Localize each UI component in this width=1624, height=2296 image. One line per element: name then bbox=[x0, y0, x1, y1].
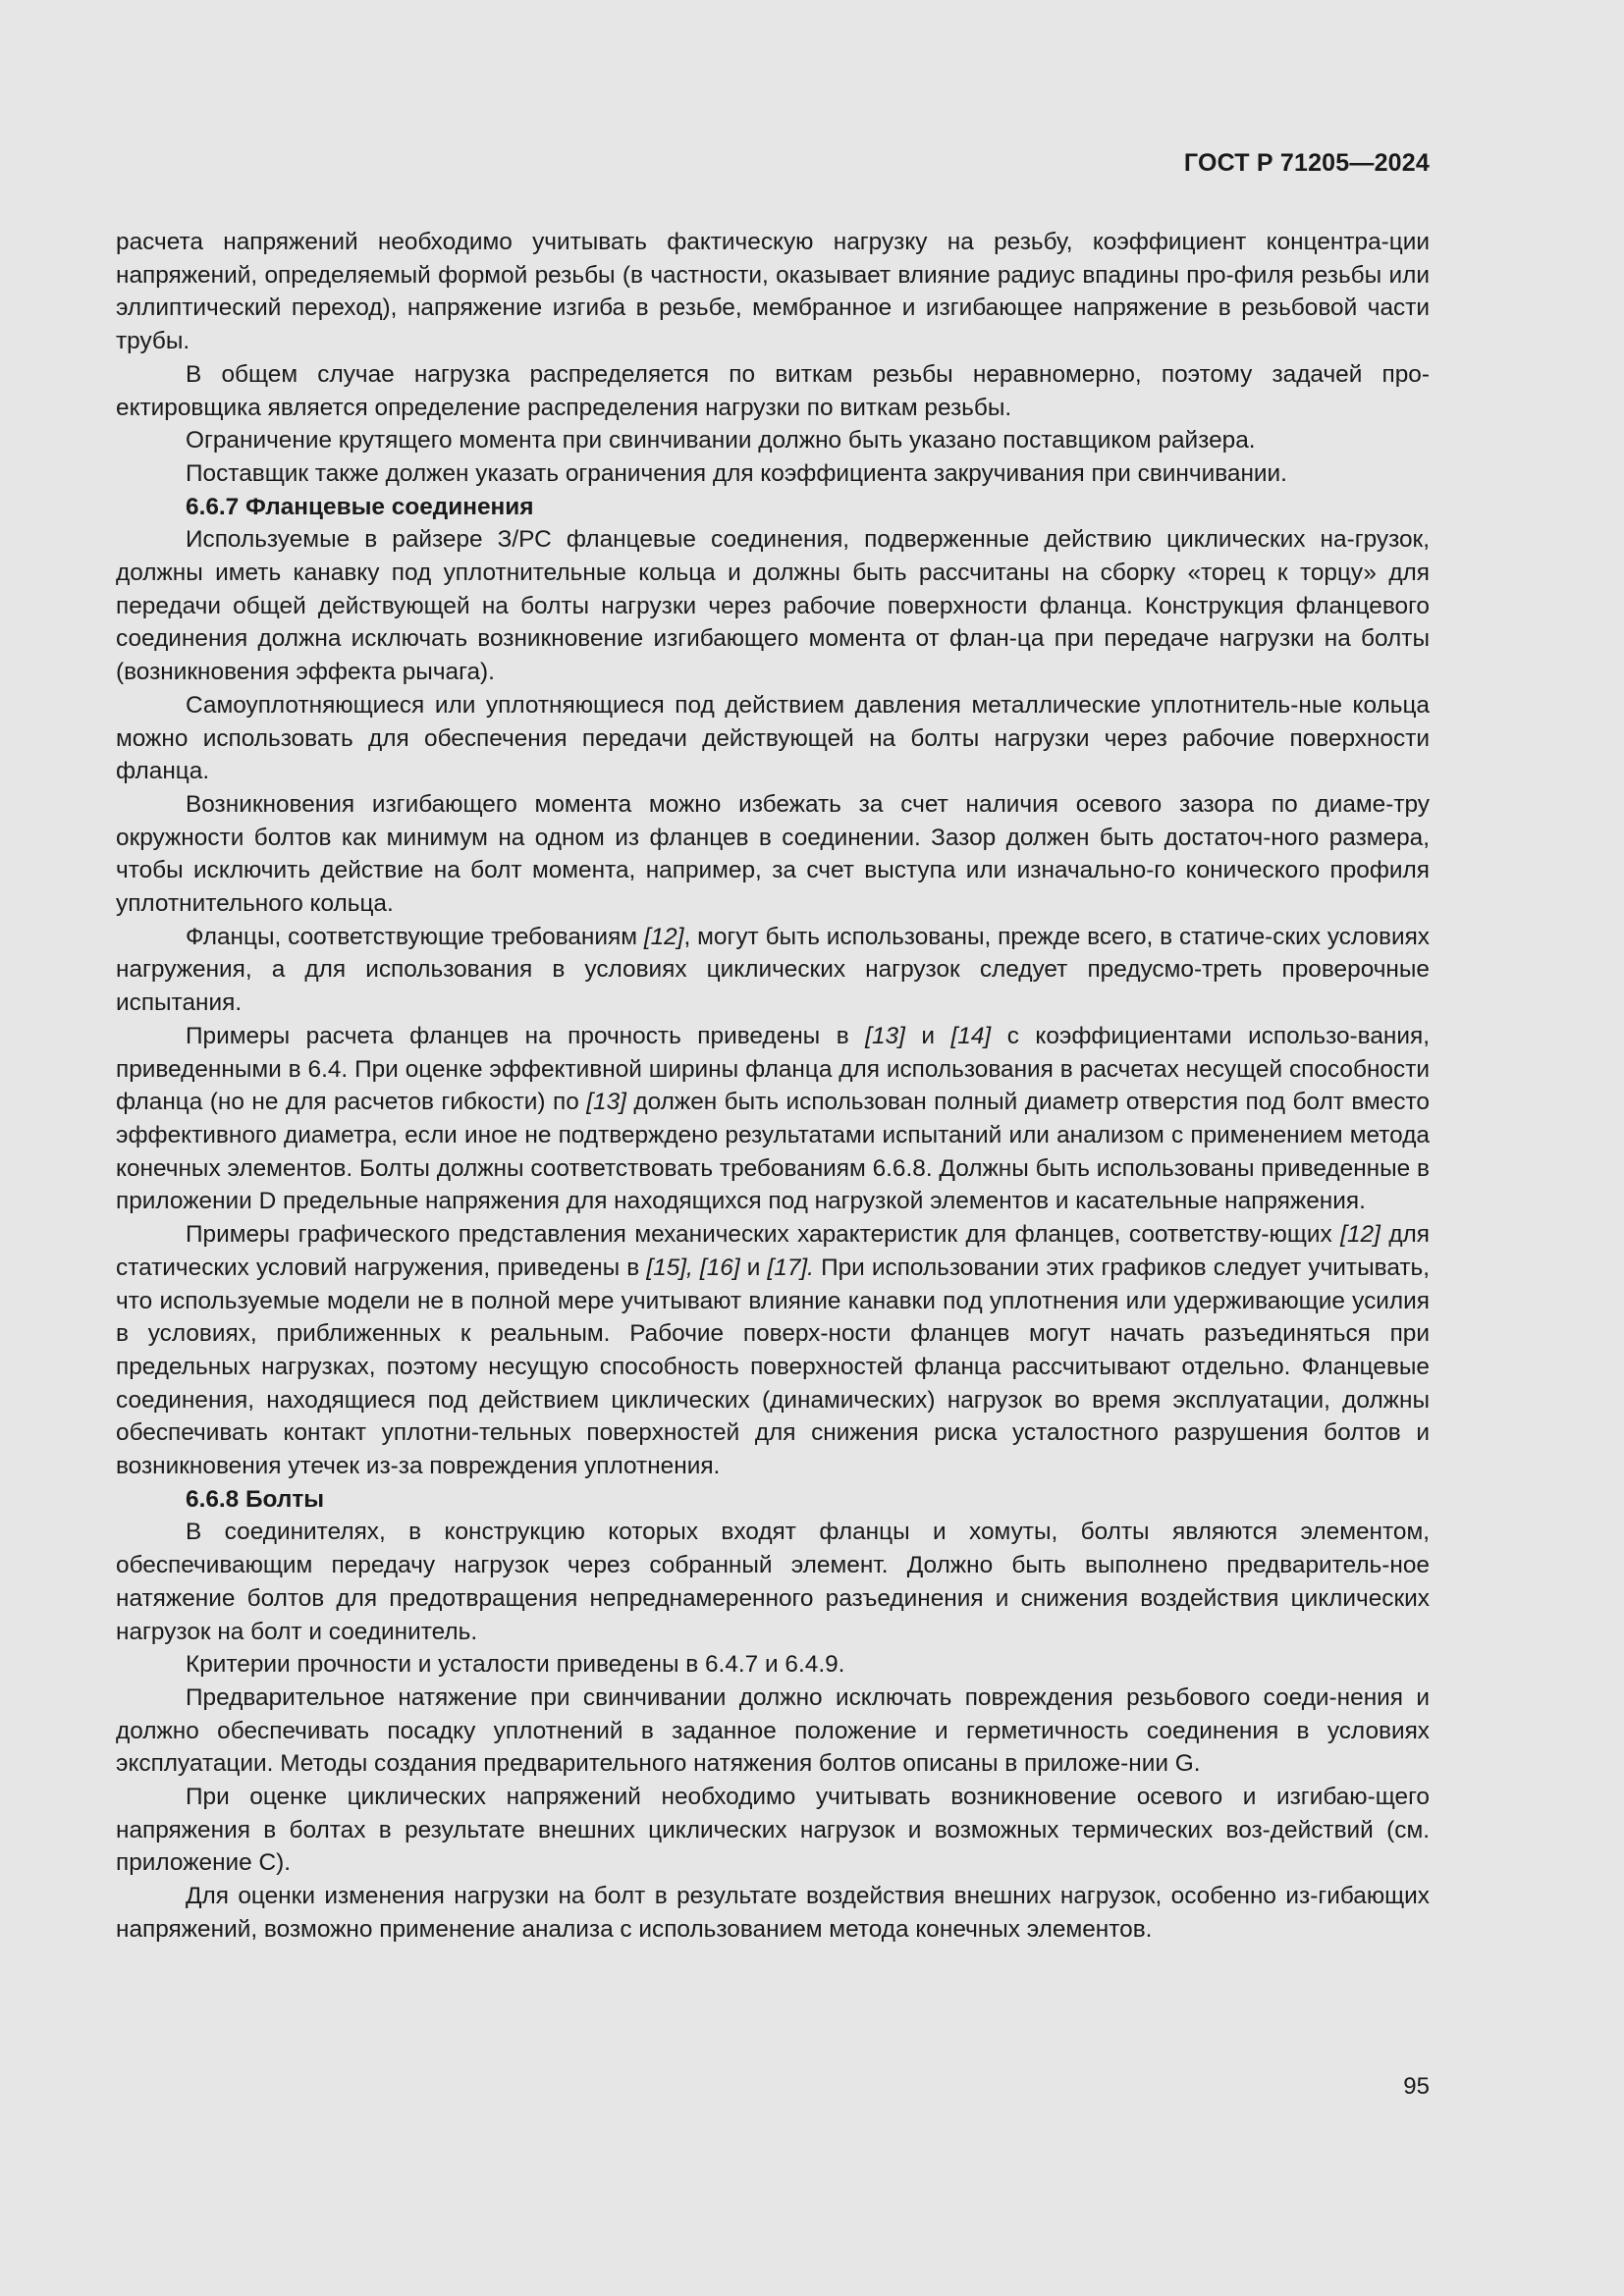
text-run: для статических условий нагружения, приведены в bbox=[116, 1221, 1430, 1281]
text-run: 6.6.8 Болты bbox=[186, 1485, 325, 1513]
text-run: В общем случае нагрузка распределяется по виткам резьбы неравномерно, поэтому задачей про-ектировщика является определение распределения нагрузки по виткам резьбы. bbox=[116, 360, 1430, 421]
text-run: и bbox=[904, 1022, 951, 1049]
reference-citation: [14] bbox=[950, 1022, 992, 1049]
text-run: Примеры графического представления механических характеристик для фланцев, соответству-ющих bbox=[186, 1221, 1341, 1249]
text-run: Самоуплотняющиеся или уплотняющиеся под действием давления металлические уплотнитель-ные кольца можно использовать для обеспечения передачи действующей на болты нагрузки через рабочие поверхности фланца. bbox=[116, 691, 1430, 785]
body-paragraph bbox=[116, 358, 1430, 424]
section-heading bbox=[116, 1483, 1430, 1517]
body-paragraph bbox=[116, 424, 1430, 457]
body-paragraph bbox=[116, 921, 1430, 1020]
body-paragraph bbox=[116, 788, 1430, 921]
text-run: В соединителях, в конструкцию которых входят фланцы и хомуты, болты являются элементом, обеспечивающим передачу нагрузок через собранный элемент. Должно быть выполнено предваритель-ное натяжение болтов для предотвращения непреднамеренного разъединения и снижения воздействия циклических нагрузок на болт и соединитель. bbox=[116, 1519, 1430, 1645]
section-heading bbox=[116, 491, 1430, 524]
reference-citation: [12] bbox=[643, 923, 684, 950]
page-number: 95 bbox=[1403, 2073, 1430, 2100]
body-paragraph bbox=[116, 1516, 1430, 1648]
body-paragraph bbox=[116, 689, 1430, 788]
reference-citation: [13] bbox=[865, 1022, 905, 1049]
text-run: и bbox=[739, 1254, 768, 1281]
text-run: , могут быть использованы, прежде всего, в статиче-ских условиях нагружения, а для использования в условиях циклических нагрузок следует предусмо-треть проверочные испытания. bbox=[116, 923, 1430, 1017]
reference-citation: [15], [16] bbox=[646, 1254, 740, 1281]
text-run: Для оценки изменения нагрузки на болт в результате воздействия внешних нагрузок, особенно из-гибающих напряжений, возможно применение анализа с использованием метода конечных элементов. bbox=[116, 1883, 1430, 1943]
text-run: Фланцы, соответствующие требованиям bbox=[186, 923, 644, 950]
text-run: Ограничение крутящего момента при свинчивании должно быть указано поставщиком райзера. bbox=[186, 427, 1256, 454]
text-run: 6.6.7 Фланцевые соединения bbox=[186, 493, 534, 520]
document-body bbox=[116, 226, 1430, 1947]
body-paragraph bbox=[116, 1880, 1430, 1946]
body-paragraph bbox=[116, 1781, 1430, 1880]
text-run: При использовании этих графиков следует учитывать, что используемые модели не в полной мере учитывают влияние канавки под уплотнения или удерживающие усилия в условиях, приближенных к реальным. Рабочие поверх-ности фланцев могут начать разъединяться при предельных нагрузках, поэтому несущую способность поверхностей фланца рассчитывают отдельно. Фланцевые соединения, находящиеся под действием циклических (динамических) нагрузок во время эксплуатации, должны обеспечивать контакт уплотни-тельных поверхностей для снижения риска усталостного разрушения болтов и возникновения утечек из-за повреждения уплотнения. bbox=[116, 1254, 1431, 1480]
body-paragraph bbox=[116, 457, 1430, 491]
text-run: Поставщик также должен указать ограничения для коэффициента закручивания при свинчивании. bbox=[186, 459, 1287, 487]
text-run: При оценке циклических напряжений необходимо учитывать возникновение осевого и изгибаю-щего напряжения в болтах в результате внешних циклических нагрузок и возможных термических воз-действий (см. приложение С). bbox=[116, 1784, 1430, 1877]
text-run: Примеры расчета фланцев на прочность приведены в bbox=[186, 1022, 866, 1049]
body-paragraph bbox=[116, 1218, 1430, 1483]
document-id-header: ГОСТ Р 71205—2024 bbox=[1183, 149, 1430, 177]
reference-citation: [12] bbox=[1340, 1221, 1380, 1249]
reference-citation: [13] bbox=[586, 1089, 626, 1116]
text-run: должен быть использован полный диаметр отверстия под болт вместо эффективного диаметра, если иное не подтверждено результатами испытаний или анализом с применением метода конечных элементов. Болты должны соответствовать требованиям 6.6.8. Должны быть использованы приведенные в приложении D предельные напряжения для находящихся под нагрузкой элементов и касательные напряжения. bbox=[116, 1089, 1430, 1215]
text-run: Используемые в райзере З/РС фланцевые соединения, подверженные действию циклических на-грузок, должны иметь канавку под уплотнительные кольца и должны быть рассчитаны на сборку «торец к торцу» для передачи общей действующей на болты нагрузки через рабочие поверхности фланца. Конструкция фланцевого соединения должна исключать возникновение изгибающего момента от флан-ца при передаче нагрузки на болты (возникновения эффекта рычага). bbox=[116, 526, 1430, 686]
body-paragraph bbox=[116, 1682, 1430, 1781]
text-run: Критерии прочности и усталости приведены в 6.4.7 и 6.4.9. bbox=[186, 1651, 845, 1679]
text-run: с коэффициентами использо-вания, приведенными в 6.4. При оценке эффективной ширины фланца для использования в расчетах несущей способности фланца (но не для расчетов гибкости) по bbox=[116, 1022, 1431, 1116]
body-paragraph bbox=[116, 523, 1430, 689]
body-paragraph bbox=[116, 1648, 1430, 1682]
text-run: Предварительное натяжение при свинчивании должно исключать повреждения резьбового соеди-нения и должно обеспечивать посадку уплотнений в заданное положение и герметичность соединения в условиях эксплуатации. Методы создания предварительного натяжения болтов описаны в приложе-нии G. bbox=[116, 1683, 1430, 1778]
text-run: расчета напряжений необходимо учитывать фактическую нагрузку на резьбу, коэффициент концентра-ции напряжений, определяемый формой резьбы (в частности, оказывает влияние радиус впадины про-филя резьбы или эллиптический переход), напряжение изгиба в резьбе, мембранное и изгибающее напряжение в резьбовой части трубы. bbox=[116, 229, 1430, 355]
body-paragraph bbox=[116, 226, 1430, 358]
reference-citation: [17]. bbox=[767, 1254, 814, 1281]
body-paragraph bbox=[116, 1020, 1430, 1218]
text-run: Возникновения изгибающего момента можно избежать за счет наличия осевого зазора по диаме-тру окружности болтов как минимум на одном из фланцев в соединении. Зазор должен быть достаточ-ного размера, чтобы исключить действие на болт момента, например, за счет выступа или изначально-го конического профиля уплотнительного кольца. bbox=[116, 790, 1430, 918]
